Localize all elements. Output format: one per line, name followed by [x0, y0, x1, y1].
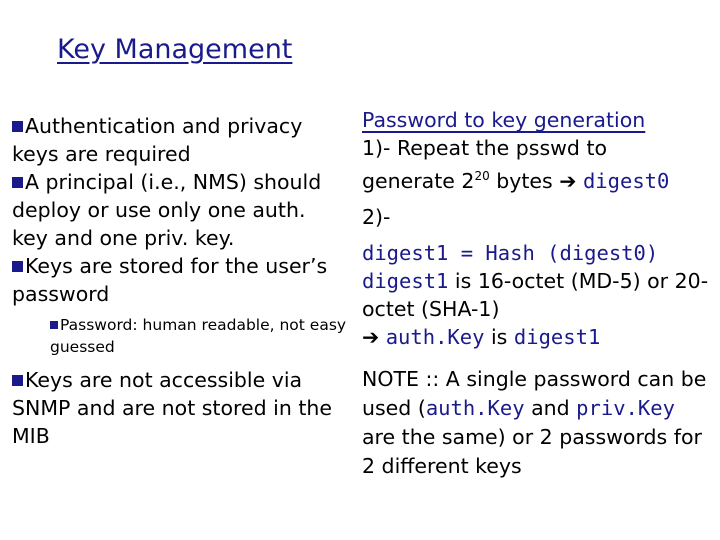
sub-bullet-password: Password: human readable, not easy guessed	[50, 316, 347, 356]
square-bullet-icon	[12, 375, 23, 386]
square-bullet-icon	[12, 177, 23, 188]
square-bullet-icon	[50, 321, 58, 329]
step1-line2: generate $2^{20}$ bytes ➔ digest0	[362, 168, 670, 193]
digest0-label: digest0	[582, 168, 670, 193]
bullet-not-accessible: Keys are not accessible via SNMP and are not stored in the MIB	[12, 368, 332, 448]
hash-formula: digest1 = Hash (digest0)	[362, 240, 659, 265]
square-bullet-icon	[12, 261, 23, 272]
bullet-auth-privacy: Authentication and privacy keys are required	[12, 114, 303, 166]
square-bullet-icon	[12, 121, 23, 132]
arrow-right-icon: ➔	[559, 168, 577, 193]
arrow-right-icon: ➔	[362, 324, 380, 349]
note-paragraph: NOTE :: A single password can be used (auth.Key and priv.Key are the same) or 2 passwords for 2 different keys	[362, 366, 707, 478]
bullet-principal: A principal (i.e., NMS) should deploy or use only one auth. key and one priv. key.	[12, 170, 322, 250]
authkey-line: ➔ auth.Key is digest1	[362, 324, 601, 349]
page-title: Key Management	[57, 34, 293, 65]
digest1-description: digest1 is 16-octet (MD-5) or 20-octet (SHA-1)	[362, 268, 709, 321]
right-column	[362, 106, 714, 481]
section-heading: Password to key generation	[362, 108, 646, 132]
step1-line1: 1)- Repeat the psswd to	[362, 136, 608, 160]
bullet-keys-stored: Keys are stored for the user’s password	[12, 254, 328, 306]
step2-label: 2)-	[362, 204, 391, 229]
left-column	[12, 112, 347, 450]
